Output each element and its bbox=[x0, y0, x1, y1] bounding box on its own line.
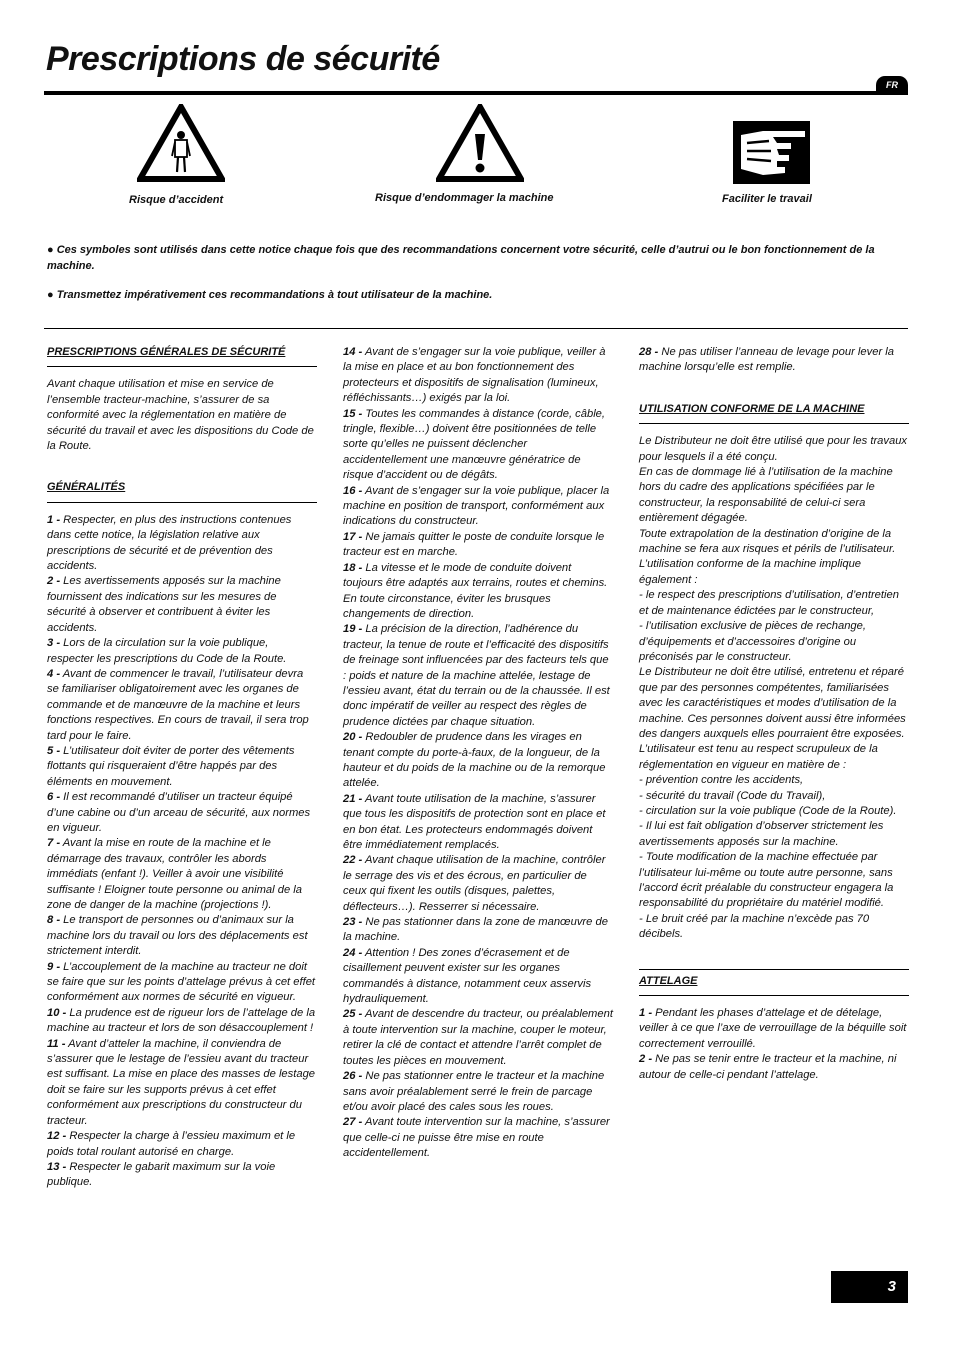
use-paragraph: L’utilisation conforme de la machine implique également : bbox=[639, 558, 862, 586]
list-item: 15 - Toutes les commandes à distance (corde, câble, tringle, flexible…) doivent être positionnées de telle sorte qu’elles ne puissent déclencher accidentellement une manœuvre génératrice de risque d’accident ou de dégâts. bbox=[343, 407, 606, 482]
use-paragraph: - Toute modification de la machine effectuée par l’utilisateur lui-même ou toute autre personne, sans l’accord écrit préalable du constructeur engagera la responsabilité du propriétaire du matériel modifié. bbox=[639, 851, 894, 910]
list-item: 1 - Respecter, en plus des instructions contenues dans cette notice, la législation relative aux prescriptions de sécurité et de prévention des accidents. bbox=[47, 513, 292, 573]
list-item: 26 - Ne pas stationner entre le tracteur et la machine sans avoir préalablement serré le frein de parcage et/ou avoir placé des cales sous les roues. bbox=[343, 1070, 605, 1113]
list-item: 22 - Avant chaque utilisation de la machine, contrôler le serrage des vis et des écrous, en particulier de ceux qui fixent les outils (disques, palettes, déflecteurs…). Resserrer si nécessaire. bbox=[343, 854, 606, 913]
use-paragraph: L’utilisateur est tenu au respect scrupuleux de la réglementation en vigueur en matière de : bbox=[639, 743, 878, 771]
list-item: 17 - Ne jamais quitter le poste de conduite lorsque le tracteur est en marche. bbox=[343, 530, 605, 559]
list-item: 25 - Avant de descendre du tracteur, ou préalablement à toute intervention sur la machine, couper le moteur, retirer la clé de contact et attendre l’arrêt complet de toutes les pièces en mouvement. bbox=[343, 1008, 613, 1067]
list-item: 1 - Pendant les phases d’attelage et de dételage, veiller à ce que l’axe de verrouillage de la béquille soit correctement verrouillé. bbox=[639, 1007, 907, 1050]
list-item: 2 - Les avertissements apposés sur la machine fournissent des indications sur les mesures de sécurité à observer et contribuent à éviter les accidents. bbox=[47, 575, 281, 634]
use-paragraph: Le Distributeur ne doit être utilisé que pour les travaux pour lesquels il a été conçu. bbox=[639, 435, 908, 463]
page-title: Prescriptions de sécurité bbox=[46, 40, 440, 78]
list-item: 28 - Ne pas utiliser l’anneau de levage pour lever la machine lorsqu’elle est remplie. bbox=[639, 346, 894, 374]
symbol-label-damage: Risque d’endommager la machine bbox=[375, 192, 554, 204]
use-paragraph: Toute extrapolation de la destination d’origine de la machine se fera aux risques et périls de l’utilisateur. bbox=[639, 527, 896, 556]
use-paragraph: En cas de dommage lié à l’utilisation de la machine hors du cadre des applications spécifiées par le constructeur, la responsabilité de celui-ci sera entièrement dégagée. bbox=[639, 466, 893, 525]
list-item: 24 - Attention ! Des zones d’écrasement et de cisaillement peuvent exister sur les organes commandés à distance, notamment ceux asservis hydrauliquement. bbox=[343, 946, 592, 1006]
list-item: 9 - L’accouplement de la machine au tracteur ne doit se faire que sur les points d’attelage prévus à cet effet conformément aux normes de sécurité en vigueur. bbox=[47, 960, 316, 1004]
list-item: 18 - La vitesse et le mode de conduite doivent toujours être adaptés aux terrains, routes et chemins. En toute circonstance, éviter les brusques changements de direction. bbox=[343, 561, 608, 620]
list-item: 13 - Respecter le gabarit maximum sur la voie publique. bbox=[47, 1160, 276, 1189]
list-item: 11 - Avant d’atteler la machine, il conviendra de s’assurer que le lestage de l’essieu avant du tracteur est suffisant. La mise en place des masses de lestage doit se faire sur les supports prévus à cet effet conformément aux prescriptions du constructeur du tracteur. bbox=[47, 1037, 316, 1127]
list-item: 21 - Avant toute utilisation de la machine, s’assurer que tous les dispositifs de protection sont en place et en bon état. Les protecteurs endommagés doivent être immédiatement remplacés. bbox=[343, 792, 606, 851]
use-paragraph: Le Distributeur ne doit être utilisé, entretenu et réparé que par des personnes compétentes, familiarisées avec les caractéristiques et modes d’utilisation de la machine. Ces personnes doivent aussi être informées des dangers auxquels elles pourraient être exposées. bbox=[639, 666, 906, 740]
use-paragraph: - prévention contre les accidents, bbox=[639, 774, 804, 787]
list-item: 3 - Lors de la circulation sur la voie publique, respecter les prescriptions du Code de la Route. bbox=[47, 637, 287, 665]
use-paragraph: - circulation sur la voie publique (Code de la Route). bbox=[639, 804, 897, 817]
list-item: 5 - L’utilisateur doit éviter de porter des vêtements flottants qui risqueraient d’être happés par des éléments en mouvement. bbox=[47, 744, 295, 788]
use-paragraph: - sécurité du travail (Code du Travail), bbox=[639, 789, 826, 802]
list-item: 12 - Respecter la charge à l’essieu maximum et le poids total roulant autorisé en charge. bbox=[47, 1130, 296, 1158]
symbol-label-accident: Risque d’accident bbox=[129, 194, 224, 206]
worker-warning-triangle-icon bbox=[137, 104, 225, 182]
language-badge: FR bbox=[876, 76, 908, 94]
use-paragraph: - le respect des prescriptions d’utilisation, d’entretien et de maintenance édictées par le constructeur, bbox=[639, 589, 899, 617]
list-item: 27 - Avant toute intervention sur la machine, s’assurer que celle-ci ne puisse être mise en route accidentellement. bbox=[343, 1116, 610, 1160]
pointing-hand-icon bbox=[733, 121, 810, 184]
use-paragraph: - Le bruit créé par la machine n’excède pas 70 décibels. bbox=[639, 912, 870, 941]
use-paragraph: - l’utilisation exclusive de pièces de rechange, d’équipements et d’accessoires d’origine ou préconisés par le constructeur. bbox=[639, 620, 866, 663]
heading-intended-use: UTILISATION CONFORME DE LA MACHINE bbox=[639, 402, 909, 424]
heading-general-safety: PRESCRIPTIONS GÉNÉRALES DE SÉCURITÉ bbox=[47, 345, 317, 367]
general-safety-lead: Avant chaque utilisation et mise en service de l’ensemble tracteur-machine, s’assurer de sa conformité avec la réglementation en matière de sécurité du travail et avec les dispositions du Code de la Route. bbox=[47, 378, 314, 453]
list-item: 19 - La précision de la direction, l’adhérence du tracteur, la tenue de route et l’efficacité des dispositifs de freinage sont influencées par des facteurs tels que : poids et nature de la machine attelée, lestage de l’essieu avant, état du terrain ou de la chaussée. Il est donc impératif de veiller au respect des règles de prudence dictées par chaque situation. bbox=[343, 623, 610, 728]
page-number: 3 bbox=[831, 1271, 908, 1303]
column-usage-hitching bbox=[639, 345, 909, 1083]
list-item: 23 - Ne pas stationner dans la zone de manœuvre de la machine. bbox=[343, 916, 608, 944]
list-item: 2 - Ne pas se tenir entre le tracteur et la machine, ni autour de celle-ci pendant l’attelage. bbox=[639, 1053, 897, 1081]
intro-transmit-note: ● Transmettez impérativement ces recommandations à tout utilisateur de la machine. bbox=[47, 289, 493, 301]
heading-generalities: GÉNÉRALITÉS bbox=[47, 480, 317, 502]
list-item: 8 - Le transport de personnes ou d’animaux sur la machine lors du travail ou lors des déplacements est strictement interdit. bbox=[47, 914, 308, 958]
symbol-label-facilitate: Faciliter le travail bbox=[722, 193, 812, 205]
list-item: 14 - Avant de s’engager sur la voie publique, veiller à la mise en place et au bon fonctionnement des protecteurs et dispositifs de signalisation (lumineux, réfléchissants…) exigés par la loi. bbox=[343, 346, 606, 405]
title-rule bbox=[44, 91, 908, 95]
list-item: 20 - Redoubler de prudence dans les virages en tenant compte du porte-à-faux, de la longueur, de la hauteur et du poids de la machine ou de la remorque attelée. bbox=[343, 731, 606, 790]
use-paragraph: - Il lui est fait obligation d’observer strictement les avertissements apposés sur la machine. bbox=[639, 820, 884, 848]
list-item: 6 - Il est recommandé d’utiliser un tracteur équipé d’une cabine ou d’un arceau de sécurité, aux normes en vigueur. bbox=[47, 791, 311, 834]
section-divider bbox=[44, 328, 908, 329]
column-general-safety bbox=[47, 345, 317, 1191]
exclamation-warning-triangle-icon bbox=[436, 104, 524, 182]
intro-symbols-note: ● Ces symboles sont utilisés dans cette notice chaque fois que des recommandations concernent votre sécurité, celle d’autrui ou le bon fonctionnement de la machine. bbox=[47, 244, 875, 272]
heading-hitching: ATTELAGE bbox=[639, 969, 909, 996]
list-item: 7 - Avant la mise en route de la machine et le démarrage des travaux, contrôler les abords immédiats (enfant !). Veiller à avoir une visibilité suffisante ! Eloigner toute personne ou animal de la zone de danger de la machine (projections !). bbox=[47, 837, 302, 911]
list-item: 4 - Avant de commencer le travail, l’utilisateur devra se familiariser obligatoirement avec les organes de commande et de manœuvre de la machine et leurs fonctions respectives. En cours de travail, il sera trop tard pour le faire. bbox=[47, 667, 309, 742]
list-item: 16 - Avant de s’engager sur la voie publique, placer la machine en position de transport, conformément aux indications du constructeur. bbox=[343, 484, 610, 528]
list-item: 10 - La prudence est de rigueur lors de l’attelage de la machine au tracteur et lors de son désaccouplement ! bbox=[47, 1006, 316, 1035]
column-rules-continued bbox=[343, 345, 613, 1162]
